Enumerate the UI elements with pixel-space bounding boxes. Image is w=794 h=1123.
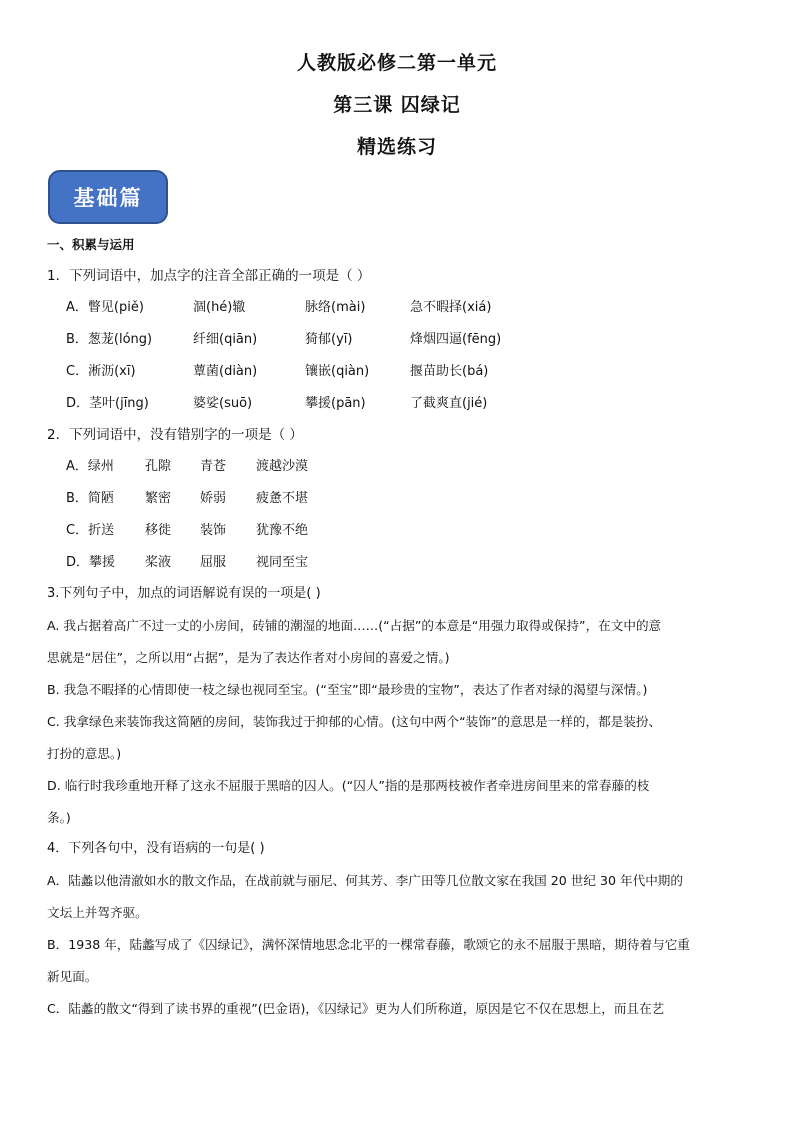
- q1-b-3: 猗郁(yī): [305, 332, 353, 347]
- q2-c-3: 装饰: [200, 523, 227, 538]
- question-3-line: B. 我急不暇择的心情即使一枝之绿也视同至宝。(“至宝”即“最珍贵的宝物”，表达了作者对绿的渴望与深情。): [47, 682, 648, 697]
- q2-a-1: A．绿州: [66, 459, 114, 474]
- q2-a-3: 青苍: [200, 459, 227, 474]
- q2-c-4: 犹豫不绝: [256, 523, 309, 538]
- q1-a-4: 急不暇择(xiá): [410, 300, 492, 315]
- q2-a-4: 渡越沙漠: [256, 459, 309, 474]
- question-4-line: 新见面。: [47, 969, 98, 984]
- q2-d-1: D．攀援: [66, 555, 116, 570]
- q1-b-1: B．葱茏(lóng): [66, 332, 153, 347]
- q1-a-3: 脉络(mài): [305, 300, 366, 315]
- q2-b-3: 娇弱: [200, 491, 227, 506]
- question-4-line: C．陆蠡的散文“得到了读书界的重视”(巴金语)，《囚绿记》更为人们所称道，原因是它不仅在思想上，而且在艺: [47, 1001, 665, 1016]
- question-2-stem: 2．下列词语中，没有错别字的一项是（ ）: [47, 427, 303, 443]
- question-3-line: 思就是“居住”，之所以用“占据”，是为了表达作者对小房间的喜爱之情。): [47, 650, 450, 665]
- q1-c-4: 揠苗助长(bá): [410, 364, 489, 379]
- q1-b-2: 纤细(qiān): [193, 332, 258, 347]
- q2-b-2: 繁密: [145, 491, 172, 506]
- question-4-line: 文坛上并驾齐驱。: [47, 905, 148, 920]
- q1-d-4: 了截爽直(jié): [410, 396, 488, 411]
- question-4-line: A．陆蠡以他清澈如水的散文作品，在战前就与丽尼、何其芳、李广田等几位散文家在我国 20 世纪 30 年代中期的: [47, 873, 683, 888]
- q1-d-1: D．茎叶(jīng): [66, 396, 149, 411]
- q1-c-1: C．淅沥(xī): [66, 364, 136, 379]
- q2-b-1: B．简陋: [66, 491, 114, 506]
- question-3-stem: 3.下列句子中，加点的词语解说有误的一项是( ): [47, 586, 321, 601]
- q1-a-1: A．瞥见(piě): [66, 300, 144, 315]
- q2-c-1: C．折送: [66, 523, 115, 538]
- q2-d-3: 屈服: [200, 555, 227, 570]
- q1-a-2: 涸(hé)辙: [193, 300, 246, 315]
- question-3-line: 打扮的意思。): [47, 746, 122, 761]
- q1-c-3: 镶嵌(qiàn): [305, 364, 370, 379]
- q2-a-2: 孔隙: [145, 459, 172, 474]
- q2-c-2: 移徙: [145, 523, 172, 538]
- question-3-line: A. 我占据着高广不过一丈的小房间，砖铺的潮湿的地面……(“占据”的本意是“用强力取得或保持”，在文中的意: [47, 618, 662, 633]
- q1-d-3: 攀援(pān): [305, 396, 366, 411]
- document-title: 人教版必修二第一单元: [296, 52, 497, 74]
- basics-badge: 基础篇: [48, 170, 168, 224]
- question-4-line: B．1938 年，陆蠡写成了《囚绿记》，满怀深情地思念北平的一棵常春藤，歌颂它的永不屈服于黑暗，期待着与它重: [47, 937, 690, 952]
- question-3-line: C. 我拿绿色来装饰我这简陋的房间，装饰我过于抑郁的心情。(这句中两个“装饰”的意思是一样的，都是装扮、: [47, 714, 662, 729]
- q2-d-4: 视同至宝: [256, 555, 309, 570]
- section-heading: 一、积累与运用: [47, 237, 135, 252]
- q1-d-2: 婆娑(suō): [193, 396, 253, 411]
- question-3-line: 条。): [47, 810, 71, 825]
- question-4-stem: 4．下列各句中，没有语病的一句是( ): [47, 841, 265, 856]
- q1-b-4: 烽烟四逼(fēng): [410, 332, 502, 347]
- lesson-title: 第三课 囚绿记: [333, 94, 461, 116]
- question-3-line: D. 临行时我珍重地开释了这永不屈服于黑暗的囚人。(“囚人”指的是那两枝被作者牵进房间里来的常春藤的枝: [47, 778, 650, 793]
- question-1-stem: 1．下列词语中，加点字的注音全部正确的一项是（ ）: [47, 268, 371, 284]
- q1-c-2: 蕈菌(diàn): [193, 364, 258, 379]
- exercise-title: 精选练习: [356, 136, 437, 158]
- q2-d-2: 桨液: [145, 555, 172, 570]
- q2-b-4: 疲惫不堪: [256, 491, 309, 506]
